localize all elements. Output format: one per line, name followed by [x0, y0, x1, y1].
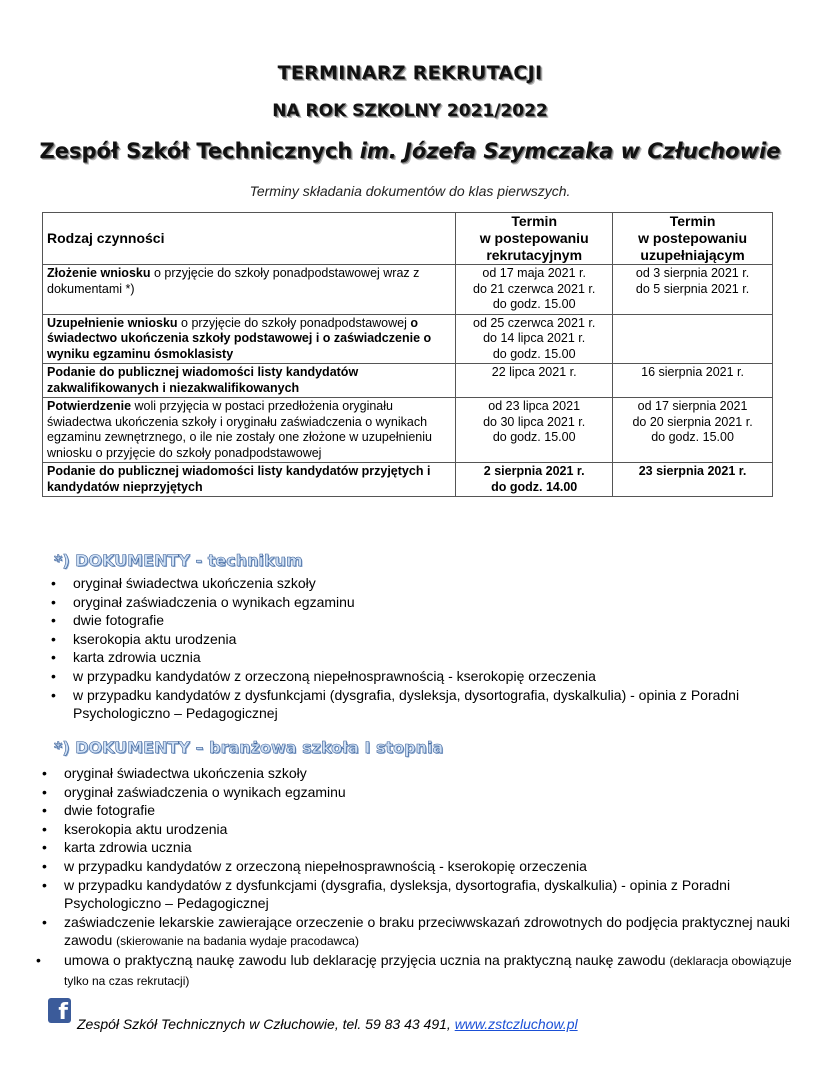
list-item: • kserokopia aktu urodzenia [73, 630, 773, 649]
supp-term-cell [613, 398, 773, 463]
term-line: 22 lipca 2021 r. [491, 365, 577, 379]
header-main-l2: w postepowaniu [479, 230, 589, 246]
main-term-cell [456, 463, 613, 497]
header-supp-term [613, 213, 773, 265]
term-line: od 23 lipca 2021 [488, 399, 581, 413]
school-name-heading [0, 139, 820, 163]
activity-cell [43, 314, 456, 364]
supp-term-cell [613, 265, 773, 315]
section-heading-technikum: *) DOKUMENTY - technikum [54, 551, 303, 570]
footer-text: Zespół Szkół Technicznych w Człuchowie, tel. 59 83 43 491, [77, 1016, 455, 1032]
list-item: • karta zdrowia ucznia [64, 838, 804, 857]
table-row [43, 265, 773, 315]
activity-bold-2: o świadectwo ukończenia szkoły podstawowej i o zaświadczenie o wyniku egzaminu ósmoklasisty [47, 315, 432, 361]
list-item: • oryginał zaświadczenia o wynikach egzaminu [64, 783, 804, 802]
documents-list-branzowa [64, 764, 804, 990]
supp-term-cell [613, 314, 773, 364]
list-item: • kserokopia aktu urodzenia [64, 820, 804, 839]
documents-list-technikum [73, 574, 773, 723]
main-term-cell [456, 265, 613, 315]
table-row [43, 398, 773, 463]
list-item: • oryginał zaświadczenia o wynikach egzaminu [73, 593, 773, 612]
header-activity: Rodzaj czynności [43, 213, 456, 265]
item-note: (deklaracja obowiązuje tylko na czas rekrutacji) [64, 953, 792, 988]
term-line: do godz. 15.00 [492, 430, 576, 444]
list-item: • karta zdrowia ucznia [73, 648, 773, 667]
footer [77, 1016, 578, 1032]
main-term-cell [456, 364, 613, 398]
term-line: od 17 maja 2021 r. [482, 266, 586, 280]
table-row [43, 463, 773, 497]
list-item: • w przypadku kandydatów z dysfunkcjami (dysgrafia, dysleksja, dysortografia, dyskalkulia) - opinia z Poradni Psychologiczno – Pedagogicznej [64, 876, 804, 913]
table-row [43, 314, 773, 364]
main-term-cell [456, 398, 613, 463]
item-text: umowa o praktyczną naukę zawodu lub deklarację przyjęcia ucznia na praktyczną naukę zawodu [64, 951, 670, 968]
schedule-table [42, 212, 773, 497]
activity-bold: Uzupełnienie wniosku [47, 315, 178, 330]
item-text: zaświadczenie lekarskie zawierające orzeczenie o braku przeciwwskazań zdrowotnych do podjęcia praktycznej nauki zawodu [64, 913, 791, 949]
activity-bold: Podanie do publicznej wiadomości listy kandydatów przyjętych i kandydatów nieprzyjętych [47, 464, 431, 494]
main-term-cell [456, 314, 613, 364]
list-item: • oryginał świadectwa ukończenia szkoły [64, 764, 804, 783]
website-link[interactable]: www.zstczluchow.pl [454, 1016, 578, 1032]
list-item: • w przypadku kandydatów z orzeczoną niepełnosprawnością - kserokopię orzeczenia [64, 857, 804, 876]
term-line: do godz. 15.00 [492, 346, 576, 361]
term-line: do godz. 14.00 [491, 479, 578, 494]
header-main-l1: Termin [511, 213, 557, 229]
list-item: • w przypadku kandydatów z orzeczoną niepełnosprawnością - kserokopię orzeczenia [73, 667, 773, 686]
supp-term-cell [613, 463, 773, 497]
facebook-icon[interactable]: f [48, 998, 71, 1023]
section-heading-branzowa: *) DOKUMENTY – branżowa szkoła I stopnia [54, 738, 444, 757]
activity-cell [43, 398, 456, 463]
school-name-part1: Zespół Szkół Technicznych [39, 139, 360, 163]
term-line: 16 sierpnia 2021 r. [641, 365, 744, 379]
term-line: od 17 sierpnia 2021 [637, 399, 748, 413]
term-line: do godz. 15.00 [651, 430, 734, 444]
subtitle: Terminy składania dokumentów do klas pierwszych. [249, 183, 571, 199]
term-line: od 3 sierpnia 2021 r. [635, 266, 750, 280]
list-item: • oryginał świadectwa ukończenia szkoły [73, 574, 773, 593]
activity-bold: Podanie do publicznej wiadomości listy kandydatów zakwalifikowanych i niezakwalifikowanych [47, 365, 359, 395]
activity-text: o przyjęcie do szkoły ponadpodstawowej [177, 315, 411, 330]
list-item: • dwie fotografie [64, 801, 804, 820]
term-line: 2 sierpnia 2021 r. [483, 464, 585, 478]
item-note: (skierowanie na badania wydaje pracodawca) [116, 934, 359, 949]
header-main-term [456, 213, 613, 265]
school-name-part2: im. Józefa Szymczaka w Człuchowie [359, 139, 781, 163]
activity-bold: Złożenie wniosku [47, 266, 151, 280]
activity-bold: Potwierdzenie [47, 399, 132, 413]
term-line: do godz. 15.00 [492, 297, 576, 311]
term-line: do 5 sierpnia 2021 r. [635, 281, 750, 296]
activity-text: o przyjęcie do szkoły ponadpodstawowej wraz z dokumentami *) [47, 266, 420, 296]
school-year-heading: NA ROK SZKOLNY 2021/2022 [272, 101, 548, 121]
list-item: • w przypadku kandydatów z dysfunkcjami (dysgrafia, dysleksja, dysortografia, dyskalkulia) - opinia z Poradni Psychologiczno – Pedagogicznej [73, 686, 773, 723]
activity-cell [43, 364, 456, 398]
activity-cell [43, 463, 456, 497]
list-item [64, 913, 804, 951]
supp-term-cell [613, 364, 773, 398]
header-supp-l2: w postepowaniu [638, 230, 747, 246]
list-item: • dwie fotografie [73, 611, 773, 630]
activity-cell [43, 265, 456, 315]
term-line: do 14 lipca 2021 r. [483, 331, 586, 345]
header-main-l3: rekrutacyjnym [486, 247, 583, 263]
activity-text: woli przyjęcia w postaci przedłożenia oryginału świadectwa ukończenia szkoły i oryginału zaświadczenia o wynikach egzaminu zewnętrznego, o ile nie zostały one złożone w uzupełnieniu wniosku o przyjęcie do szkoły ponadpodstawowej [47, 399, 432, 460]
term-line: 23 sierpnia 2021 r. [638, 464, 747, 478]
table-header-row [43, 213, 773, 265]
term-line: do 20 sierpnia 2021 r. [632, 414, 753, 429]
table-row [43, 364, 773, 398]
term-line: do 30 lipca 2021 r. [483, 414, 586, 429]
header-supp-l3: uzupełniającym [640, 247, 745, 263]
term-line: do 21 czerwca 2021 r. [473, 281, 596, 296]
term-line: od 25 czerwca 2021 r. [473, 315, 596, 330]
header-supp-l1: Termin [669, 213, 716, 229]
list-item [64, 951, 804, 990]
page-title: TERMINARZ REKRUTACJI [277, 62, 543, 84]
